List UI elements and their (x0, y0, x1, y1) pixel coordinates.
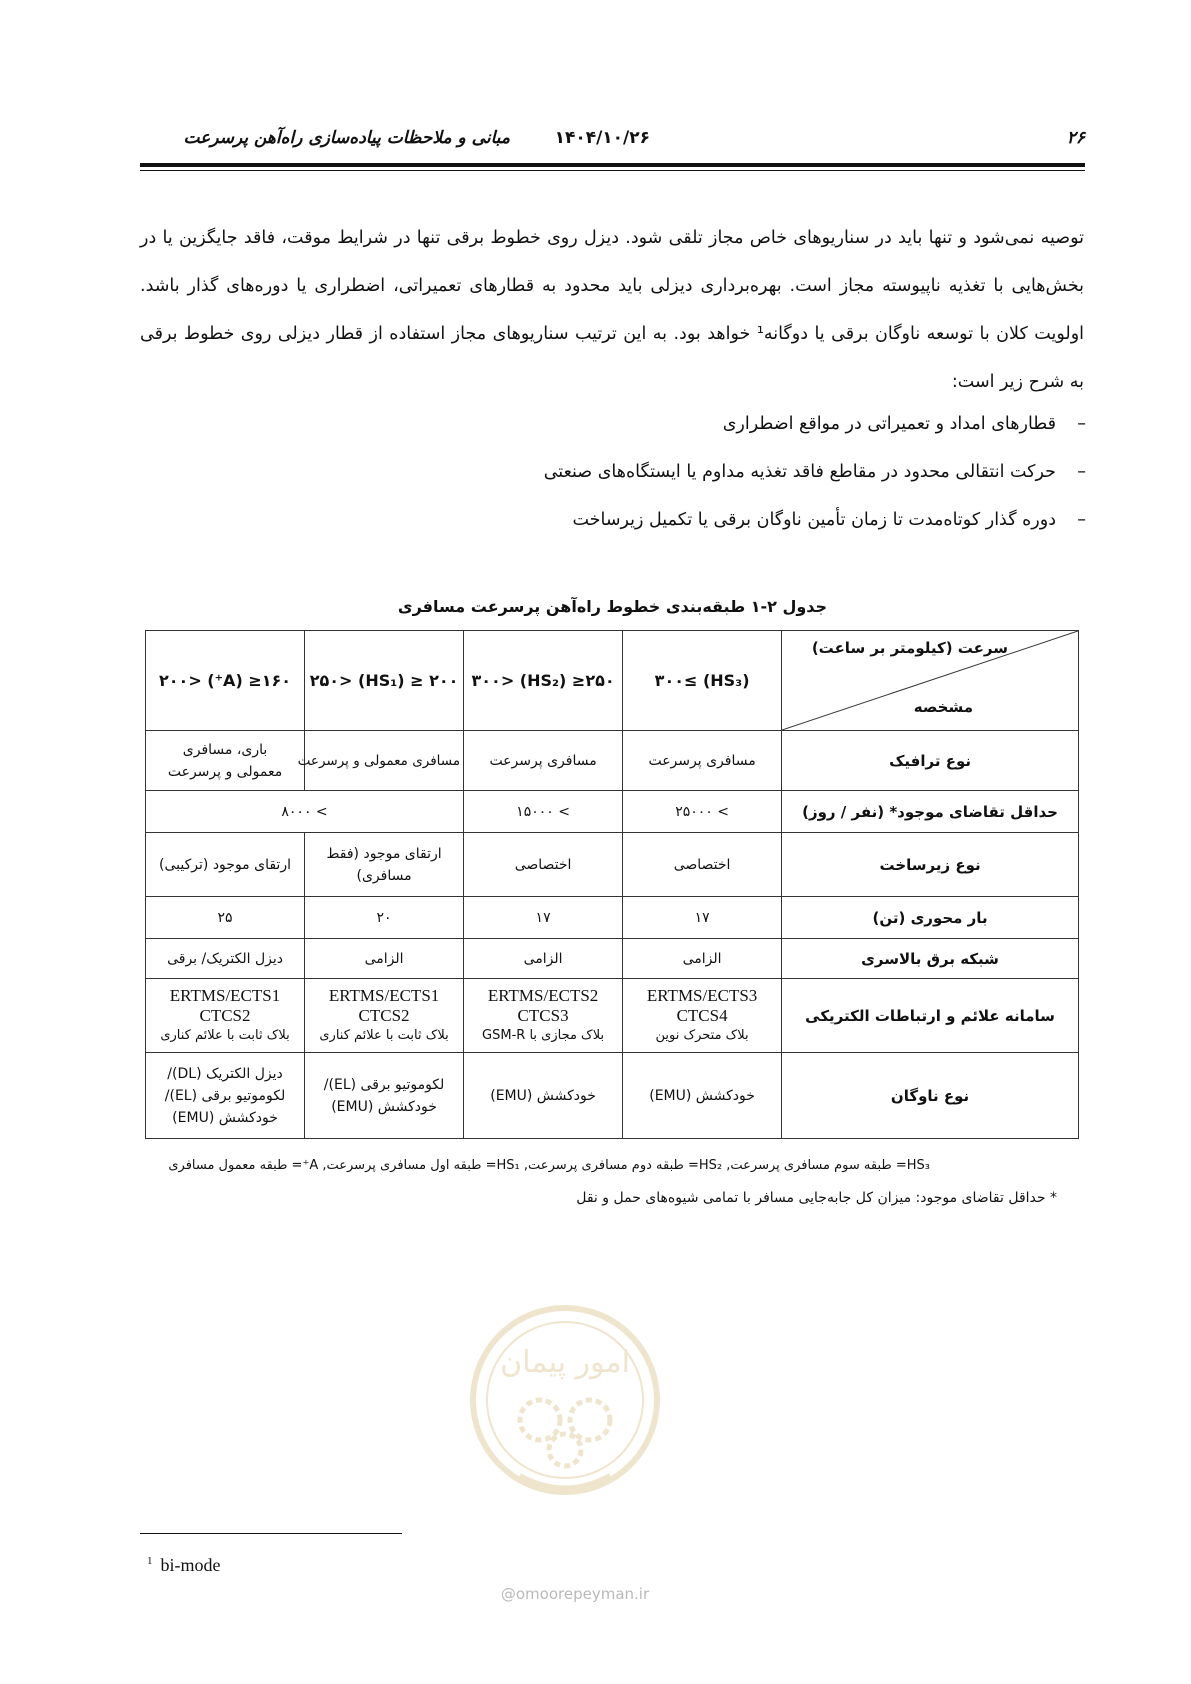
bullet-text: حرکت انتقالی محدود در مقاطع فاقد تغذیه مداوم یا ایستگاه‌های صنعتی (543, 462, 1056, 482)
row-label: نوع ناوگان (782, 1053, 1079, 1139)
corner-speed-label: سرعت (کیلومتر بر ساعت) (811, 639, 1008, 657)
table-cell: الزامی (623, 939, 782, 979)
bullet-marker: – (1077, 414, 1086, 434)
table-cell: ارتقای موجود (فقط مسافری) (305, 833, 464, 897)
table-cell: الزامی (305, 939, 464, 979)
table-cell: مسافری پرسرعت (464, 731, 623, 791)
page-number: ۲۶ (1066, 128, 1085, 148)
header-date: ۱۴۰۴/۱۰/۲۶ (554, 128, 650, 148)
running-header (140, 128, 1085, 162)
table-row-demand (146, 791, 1079, 833)
table-row-infrastructure (146, 833, 1079, 897)
table-header-row (146, 631, 1079, 731)
table-cell: ۱۷ (623, 897, 782, 939)
watermark-logo (460, 1300, 670, 1520)
table-cell: مسافری پرسرعت (623, 731, 782, 791)
table-row-traffic (146, 731, 1079, 791)
table-cell: لکوموتیو برقی (EL)/ خودکشش (EMU) (305, 1053, 464, 1139)
table-row-signalling (146, 979, 1079, 1053)
bullet-text: قطارهای امداد و تعمیراتی در مواقع اضطراری (722, 414, 1056, 434)
table-cell: > ۱۵۰۰۰ (464, 791, 623, 833)
column-header-hs2: ۲۵۰≤ (HS₂) <۳۰۰ (464, 631, 623, 731)
table-cell: دیزل الکتریک (DL)/ لکوموتیو برقی (EL)/ خودکشش (EMU) (146, 1053, 305, 1139)
footnote-rule (140, 1533, 402, 1534)
table-cell: ERTMS/ECTS2 CTCS3 بلاک مجازی با GSM-R (464, 979, 623, 1053)
table-row-axle-load (146, 897, 1079, 939)
watermark-url: @omoorepeyman.ir (500, 1585, 650, 1603)
bullet-item (386, 400, 1086, 448)
row-label: حداقل تقاضای موجود* (نفر / روز) (782, 791, 1079, 833)
classification-table (145, 630, 1079, 1139)
table-row-overhead-power (146, 939, 1079, 979)
table-cell: اختصاصی (464, 833, 623, 897)
bullet-marker: – (1077, 510, 1086, 530)
bullet-item (386, 448, 1086, 496)
table-cell-merged: > ۸۰۰۰ (146, 791, 464, 833)
column-header-aplus: ۱۶۰≤ (A⁺) <۲۰۰ (146, 631, 305, 731)
column-header-hs1: ۲۰۰ ≤ (HS₁) <۲۵۰ (305, 631, 464, 731)
table-cell: الزامی (464, 939, 623, 979)
header-title: مبانی و ملاحظات پیاده‌سازی راه‌آهن پرسرعت (183, 128, 510, 148)
table-cell: ERTMS/ECTS3 CTCS4 بلاک متحرک نوین (623, 979, 782, 1053)
table-cell: مسافری معمولی و پرسرعت (305, 731, 464, 791)
bullet-text: دوره گذار کوتاه‌مدت تا زمان تأمین ناوگان برقی یا تکمیل زیرساخت (572, 510, 1056, 530)
table-caption: جدول ۲-۱ طبقه‌بندی خطوط راه‌آهن پرسرعت مسافری (397, 597, 828, 616)
column-header-hs3: (HS₃) ≥۳۰۰ (623, 631, 782, 731)
header-rule-thick (140, 163, 1085, 167)
body-paragraph: توصیه نمی‌شود و تنها باید در سناریوهای خاص مجاز تلقی شود. دیزل روی خطوط برقی تنها در شرایط موقت، فاقد جایگزین یا در بخش‌هایی با تغذیه ناپیوسته مجاز است. بهره‌برداری دیزلی باید محدود به قطارهای تعمیراتی، اضطراری یا دوره‌های گذار باشد. اولویت کلان با توسعه ناوگان برقی یا دوگانه¹ خواهد بود. به این ترتیب سناریوهای مجاز استفاده از قطار دیزلی روی خطوط برقی به شرح زیر است: (140, 228, 1085, 392)
footnote-text: bi-mode (160, 1555, 221, 1575)
row-label: بار محوری (تن) (782, 897, 1079, 939)
table-cell: ۲۰ (305, 897, 464, 939)
table-cell: > ۲۵۰۰۰ (623, 791, 782, 833)
table-row-fleet (146, 1053, 1079, 1139)
table-cell: دیزل الکتریک/ برقی (146, 939, 305, 979)
table-demand-footnote: * حداقل تقاضای موجود: میزان کل جابه‌جایی مسافر با تمامی شیوه‌های حمل و نقل (576, 1190, 1057, 1206)
table-cell: خودکشش (EMU) (623, 1053, 782, 1139)
watermark-text: امور پیمان (500, 1345, 630, 1380)
row-label: سامانه علائم و ارتباطات الکتریکی (782, 979, 1079, 1053)
bullet-item (386, 496, 1086, 544)
corner-cell (782, 631, 1079, 731)
table-cell: ۱۷ (464, 897, 623, 939)
table-cell: ۲۵ (146, 897, 305, 939)
table-cell: باری، مسافری معمولی و پرسرعت (146, 731, 305, 791)
table-cell: ERTMS/ECTS1 CTCS2 بلاک ثابت با علائم کناری (305, 979, 464, 1053)
footnote-marker: 1 (147, 1555, 153, 1567)
row-label: نوع زیرساخت (782, 833, 1079, 897)
table-cell: ERTMS/ECTS1 CTCS2 بلاک ثابت با علائم کناری (146, 979, 305, 1053)
row-label: شبکه برق بالاسری (782, 939, 1079, 979)
table-cell: خودکشش (EMU) (464, 1053, 623, 1139)
table-legend-note: HS₃= طبقه سوم مسافری پرسرعت, HS₂= طبقه دوم مسافری پرسرعت, HS₁= طبقه اول مسافری پرسرعت, A⁺= طبقه معمول مسافری (168, 1158, 930, 1173)
table-cell: اختصاصی (623, 833, 782, 897)
bullet-list (386, 400, 1086, 544)
bullet-marker: – (1077, 462, 1086, 482)
footnote (147, 1555, 221, 1576)
header-rule-thin (140, 170, 1085, 171)
row-label: نوع ترافیک (782, 731, 1079, 791)
corner-attribute-label: مشخصه (913, 698, 973, 716)
table-cell: ارتقای موجود (ترکیبی) (146, 833, 305, 897)
